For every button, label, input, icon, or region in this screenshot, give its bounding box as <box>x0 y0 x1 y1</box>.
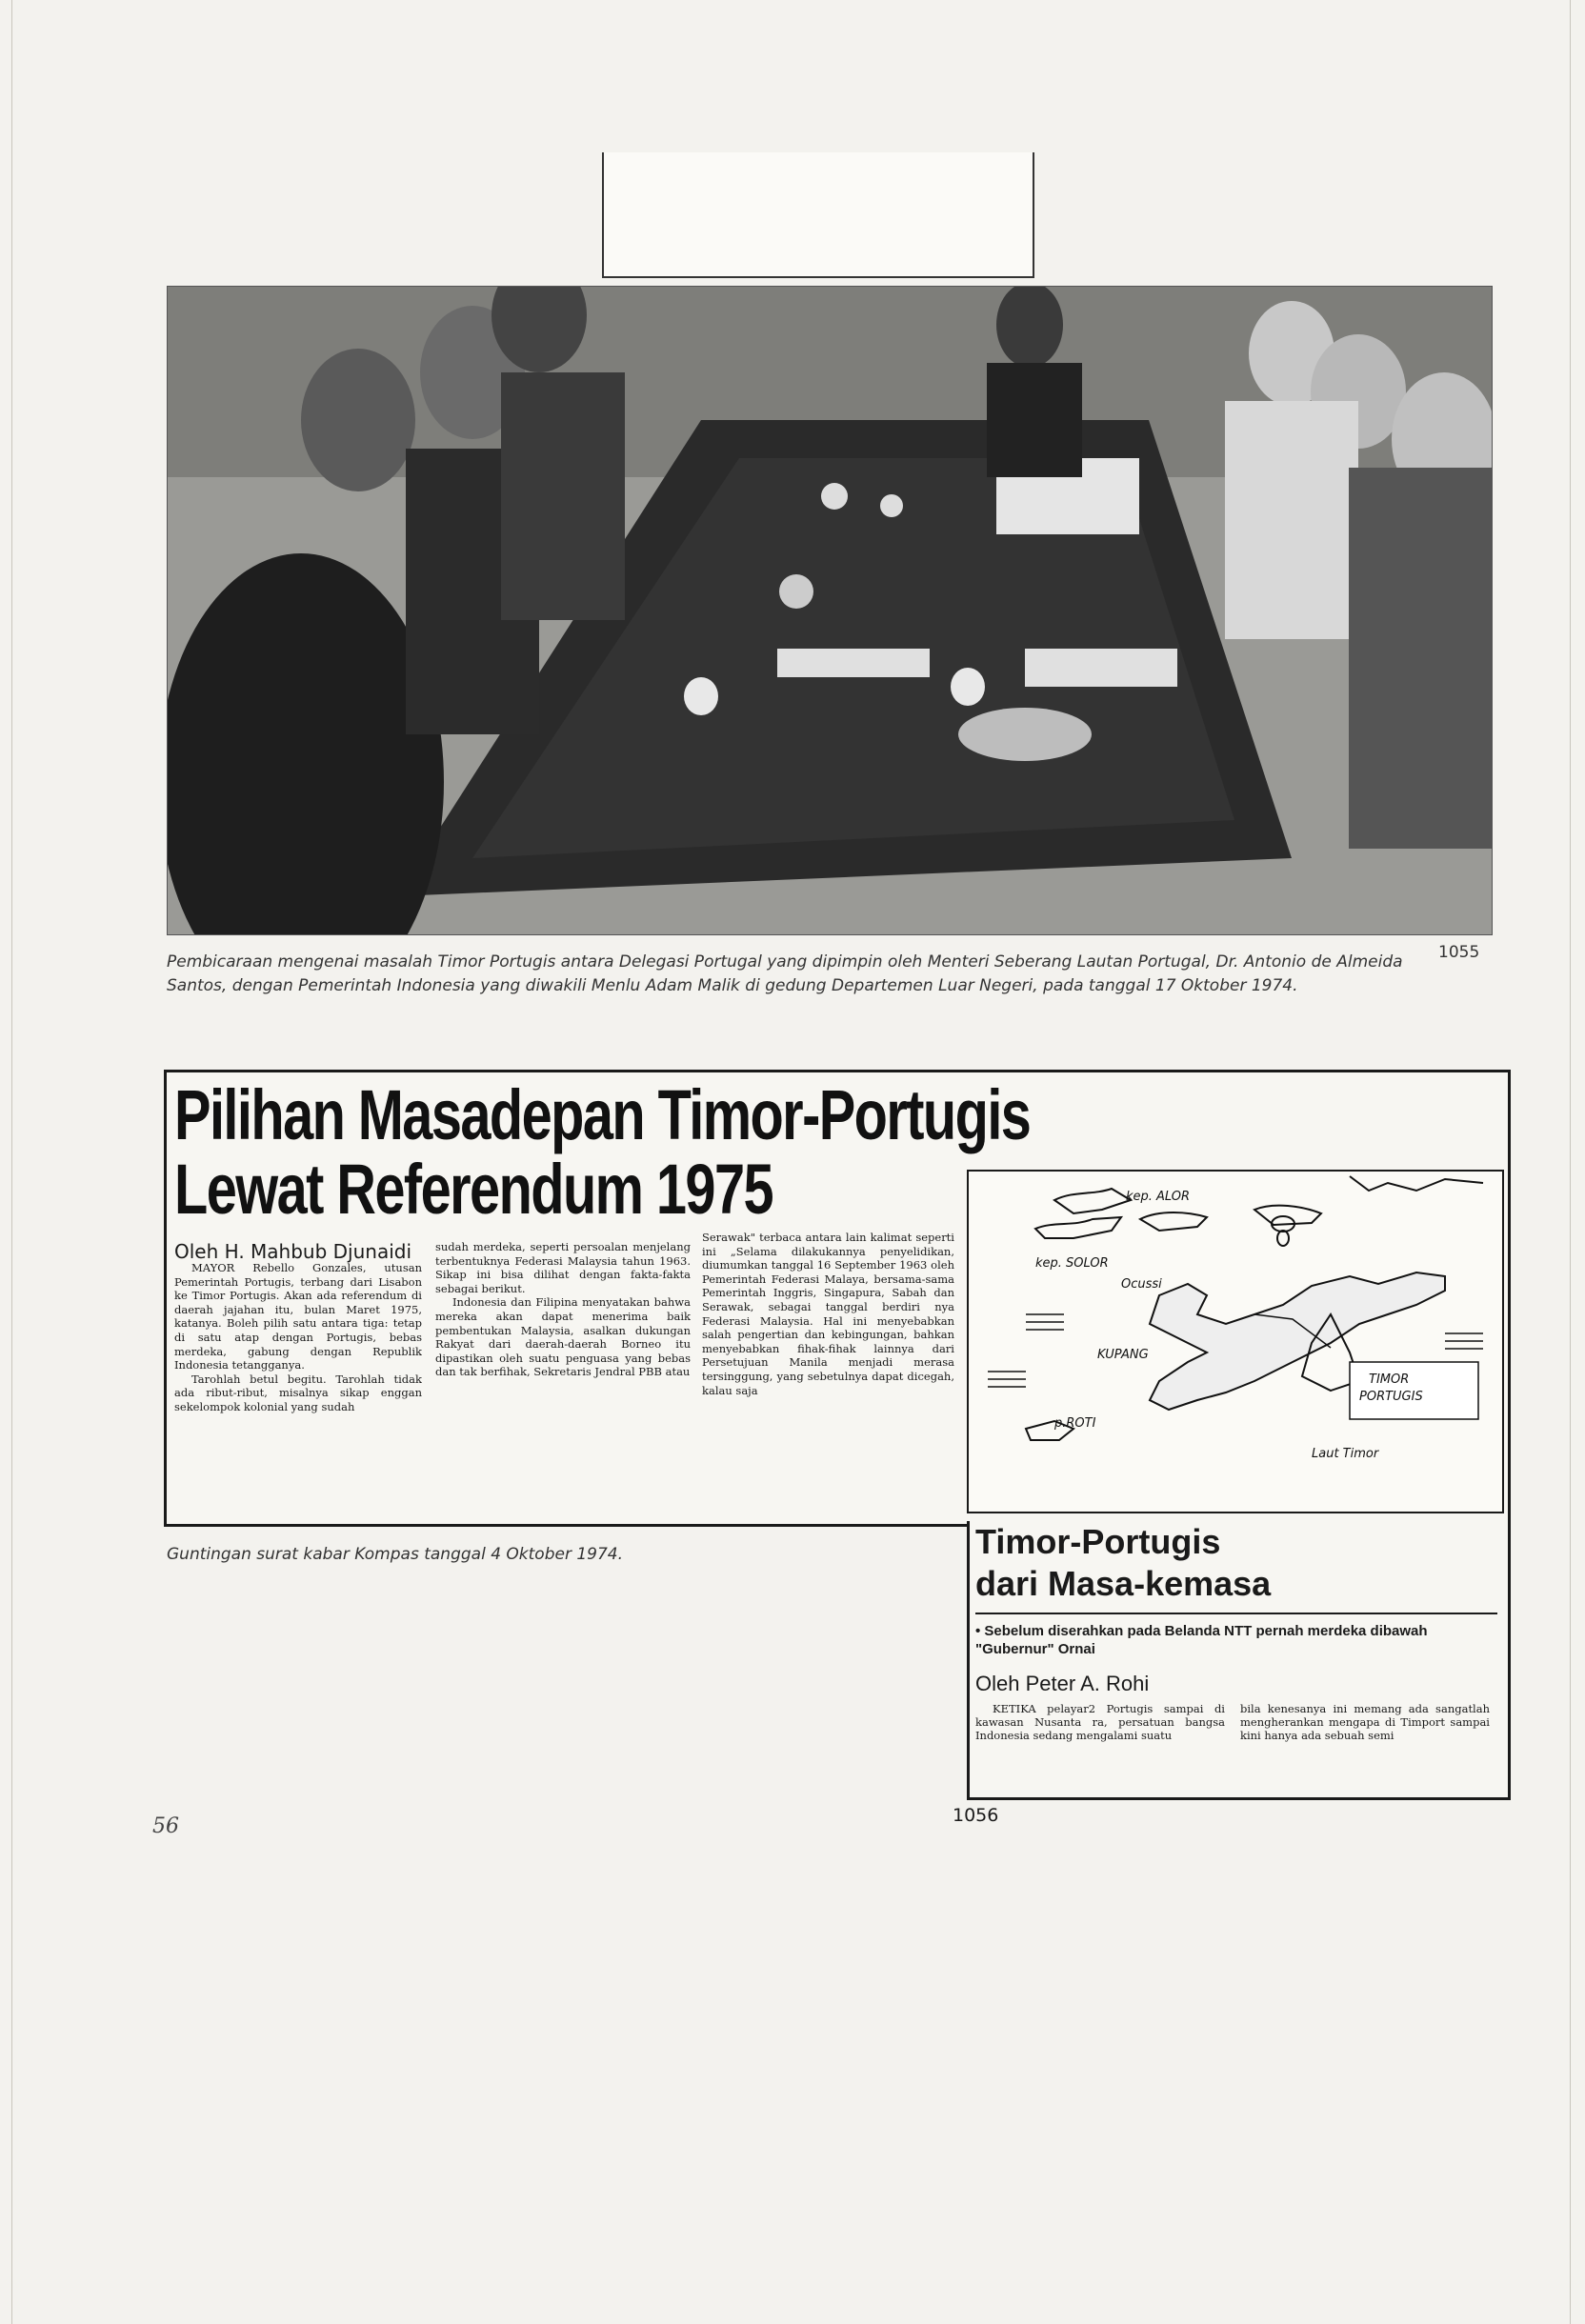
article-column: KETIKA pelayar2 Portugis sampai di kawasan Nusanta ra, persatuan bangsa Indonesia sedang mengalami suatu <box>975 1702 1225 1742</box>
byline: Oleh Peter A. Rohi <box>975 1672 1150 1695</box>
headline: Pilihan Masadepan Timor-Portugis <box>174 1075 1031 1154</box>
article-column <box>174 1261 422 1514</box>
map-label-alor: kep. ALOR <box>1126 1190 1191 1204</box>
divider <box>975 1613 1497 1614</box>
timor-map <box>967 1170 1504 1513</box>
map-label-kupang: KUPANG <box>1097 1348 1149 1362</box>
paragraph: MAYOR Rebello Gonzales, utusan Pemerintah Portugis, terbang dari Lisabon ke Timor Portugis. Akan ada referendum di daerah jajahan itu, bulan Maret 1975, katanya. Boleh pilih satu antara tiga: tetap di satu atap dengan Portugis, bebas merdeka, gabung dengan Republik Indonesia tetangganya. <box>174 1261 422 1372</box>
article-column: bila kenesanya ini memang ada sangatlah mengherankan mengapa di Timport sampai kini hanya ada sebuah semi <box>1240 1702 1490 1742</box>
map-label-portugis: PORTUGIS <box>1359 1390 1423 1404</box>
subheadline: • Sebelum diserahkan pada Belanda NTT pernah merdeka dibawah "Gubernur" Ornai <box>975 1623 1428 1657</box>
photo-caption: Pembicaraan mengenai masalah Timor Portugis antara Delegasi Portugal yang dipimpin oleh Menteri Seberang Lautan Portugal, Dr. Antonio de Almeida Santos, dengan Pemerintah Indonesia yang diwakili Menlu Adam Malik di gedung Departemen Luar Negeri, pada tanggal 17 Oktober 1974. <box>167 952 1403 995</box>
paragraph: Indonesia dan Filipina menyatakan bahwa mereka akan dapat menerima baik pembentukan Malaysia, asalkan dukungan Rakyat dari daerah-daerah Borneo itu dipastikan oleh suatu penguasa yang bebas dan tak berfihak, Sekretaris Jendral PBB atau <box>435 1295 691 1379</box>
byline: Oleh H. Mahbub Djunaidi <box>174 1240 412 1263</box>
article-history <box>967 1521 1511 1800</box>
headline: Timor-Portugis <box>975 1522 1221 1561</box>
page-number: 1055 <box>1438 943 1480 962</box>
article-column: Serawak" terbaca antara lain kalimat seperti ini „Selama dilakukannya penyelidikan, diumumkan tanggal 16 September 1963 oleh Pemerintah Federasi Malaya, bersama-sama Pemerintah Inggris, Singapura, Sabah dan Serawak, sebagai tanggal berdiri nya Federasi Malaysia. Hal ini menyebabkan salah pengertian dan kebingungan, bahkan menyebabkan fihak-fihak lainnya dari Persetujuan Manila menjadi merasa tersinggung, yang sebetulnya dapat dicegah, kalau saja <box>702 1231 954 1397</box>
article-referendum <box>164 1070 1511 1527</box>
clipping-caption: Guntingan surat kabar Kompas tanggal 4 Oktober 1974. <box>167 1545 624 1564</box>
blank-frame <box>602 152 1034 278</box>
map-label-roti: p.ROTI <box>1054 1416 1096 1431</box>
map-label-timor: TIMOR <box>1369 1372 1410 1387</box>
headline: dari Masa-kemasa <box>975 1564 1272 1603</box>
map-label-solor: kep. SOLOR <box>1035 1256 1109 1271</box>
article-column <box>435 1240 691 1514</box>
map-label-ocussi: Ocussi <box>1121 1277 1162 1292</box>
paragraph: sudah merdeka, seperti persoalan menjelang terbentuknya Federasi Malaysia tahun 1963. Sikap ini bisa dilihat dengan fakta-fakta sebagai berikut. <box>435 1240 691 1295</box>
headline: Lewat Referendum 1975 <box>174 1150 773 1229</box>
paragraph: Tarohlah betul begitu. Tarohlah tidak ada ribut-ribut, misalnya sikap enggan sekelompok kolonial yang sudah <box>174 1372 422 1413</box>
page-number: 1056 <box>953 1805 999 1826</box>
map-label-sea: Laut Timor <box>1312 1447 1379 1461</box>
page-number: 56 <box>152 1814 179 1838</box>
meeting-photo <box>167 286 1493 935</box>
